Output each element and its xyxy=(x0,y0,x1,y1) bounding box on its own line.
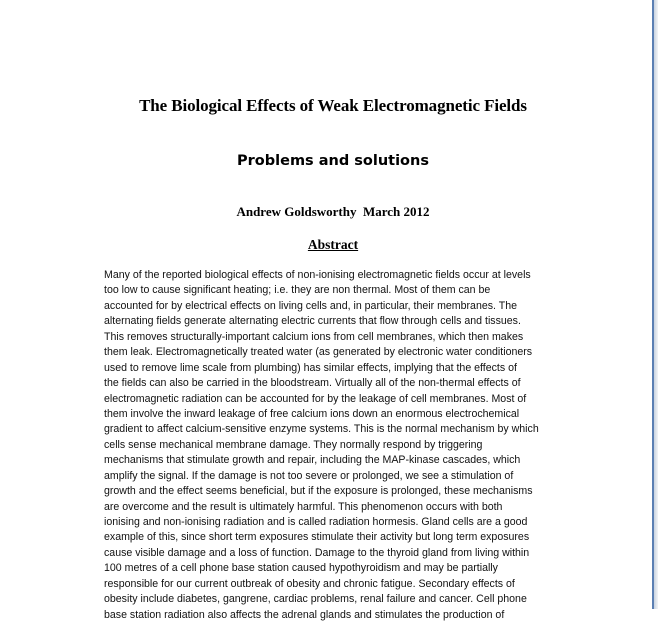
abstract-line: 100 metres of a cell phone base station caused hypothyroidism and may be partially xyxy=(104,562,498,575)
abstract-line: obesity include diabetes, gangrene, cardiac problems, renal failure and cancer. Cell phone xyxy=(104,593,527,606)
document-subtitle: Problems and solutions xyxy=(237,153,429,169)
abstract-line: This removes structurally-important calcium ions from cell membranes, which then makes xyxy=(104,330,524,343)
author-date-line: Andrew Goldsworthy March 2012 xyxy=(236,204,430,219)
abstract-line: cause visible damage and a loss of function. Damage to the thyroid gland from living within xyxy=(104,546,530,559)
abstract-line: the fields can also be carried in the bloodstream. Virtually all of the non-thermal effects of xyxy=(104,377,521,390)
abstract-line: mechanisms that stimulate growth and repair, including the MAP-kinase cascades, which xyxy=(104,454,521,467)
document-title: The Biological Effects of Weak Electromagnetic Fields xyxy=(139,96,527,115)
abstract-line: them involve the inward leakage of free calcium ions down an enormous electrochemical xyxy=(104,407,520,420)
abstract-line: cells sense mechanical membrane damage. They normally respond by triggering xyxy=(104,438,483,451)
abstract-line: ionising and non-ionising radiation and is called radiation hormesis. Gland cells are a good xyxy=(104,516,528,528)
abstract-line: are overcome and the result is ultimately harmful. This phenomenon occurs with both xyxy=(104,500,503,513)
abstract-line: responsible for our current outbreak of obesity and chronic fatigue. Secondary effects of xyxy=(104,577,515,590)
abstract-line: base station radiation also affects the adrenal glands and stimulates the production of xyxy=(104,608,505,621)
abstract-line: used to remove lime scale from plumbing) has similar effects, implying that the effects of xyxy=(104,361,517,374)
abstract-line: Many of the reported biological effects of non-ionising electromagnetic fields occur at levels xyxy=(104,269,531,281)
abstract-line: gradient to affect calcium-sensitive enzyme systems. This is the normal mechanism by which xyxy=(104,423,539,436)
abstract-line: growth and the effect seems beneficial, but if the exposure is prolonged, these mechanisms xyxy=(104,485,533,498)
abstract-heading: Abstract xyxy=(307,237,359,252)
abstract-line: accounted for by electrical effects on living cells and, in particular, their membranes. The xyxy=(104,299,517,312)
abstract-body xyxy=(104,268,574,623)
page-right-shadow xyxy=(654,0,658,609)
abstract-line: example of this, since short term exposures stimulate their activity but long term exposures xyxy=(104,531,530,544)
abstract-line: too low to cause significant heating; i.e. they are non thermal. Most of them can be xyxy=(104,284,491,297)
abstract-line: amplify the signal. If the damage is not too severe or prolonged, we see a stimulation of xyxy=(104,469,514,482)
abstract-line: them leak. Electromagnetically treated water (as generated by electronic water conditioners xyxy=(104,346,533,359)
abstract-line: electromagnetic radiation can be accounted for by the leakage of cell membranes. Most of xyxy=(104,392,527,405)
abstract-line: alternating fields generate alternating electric currents that flow through cells and tissues. xyxy=(104,315,521,328)
